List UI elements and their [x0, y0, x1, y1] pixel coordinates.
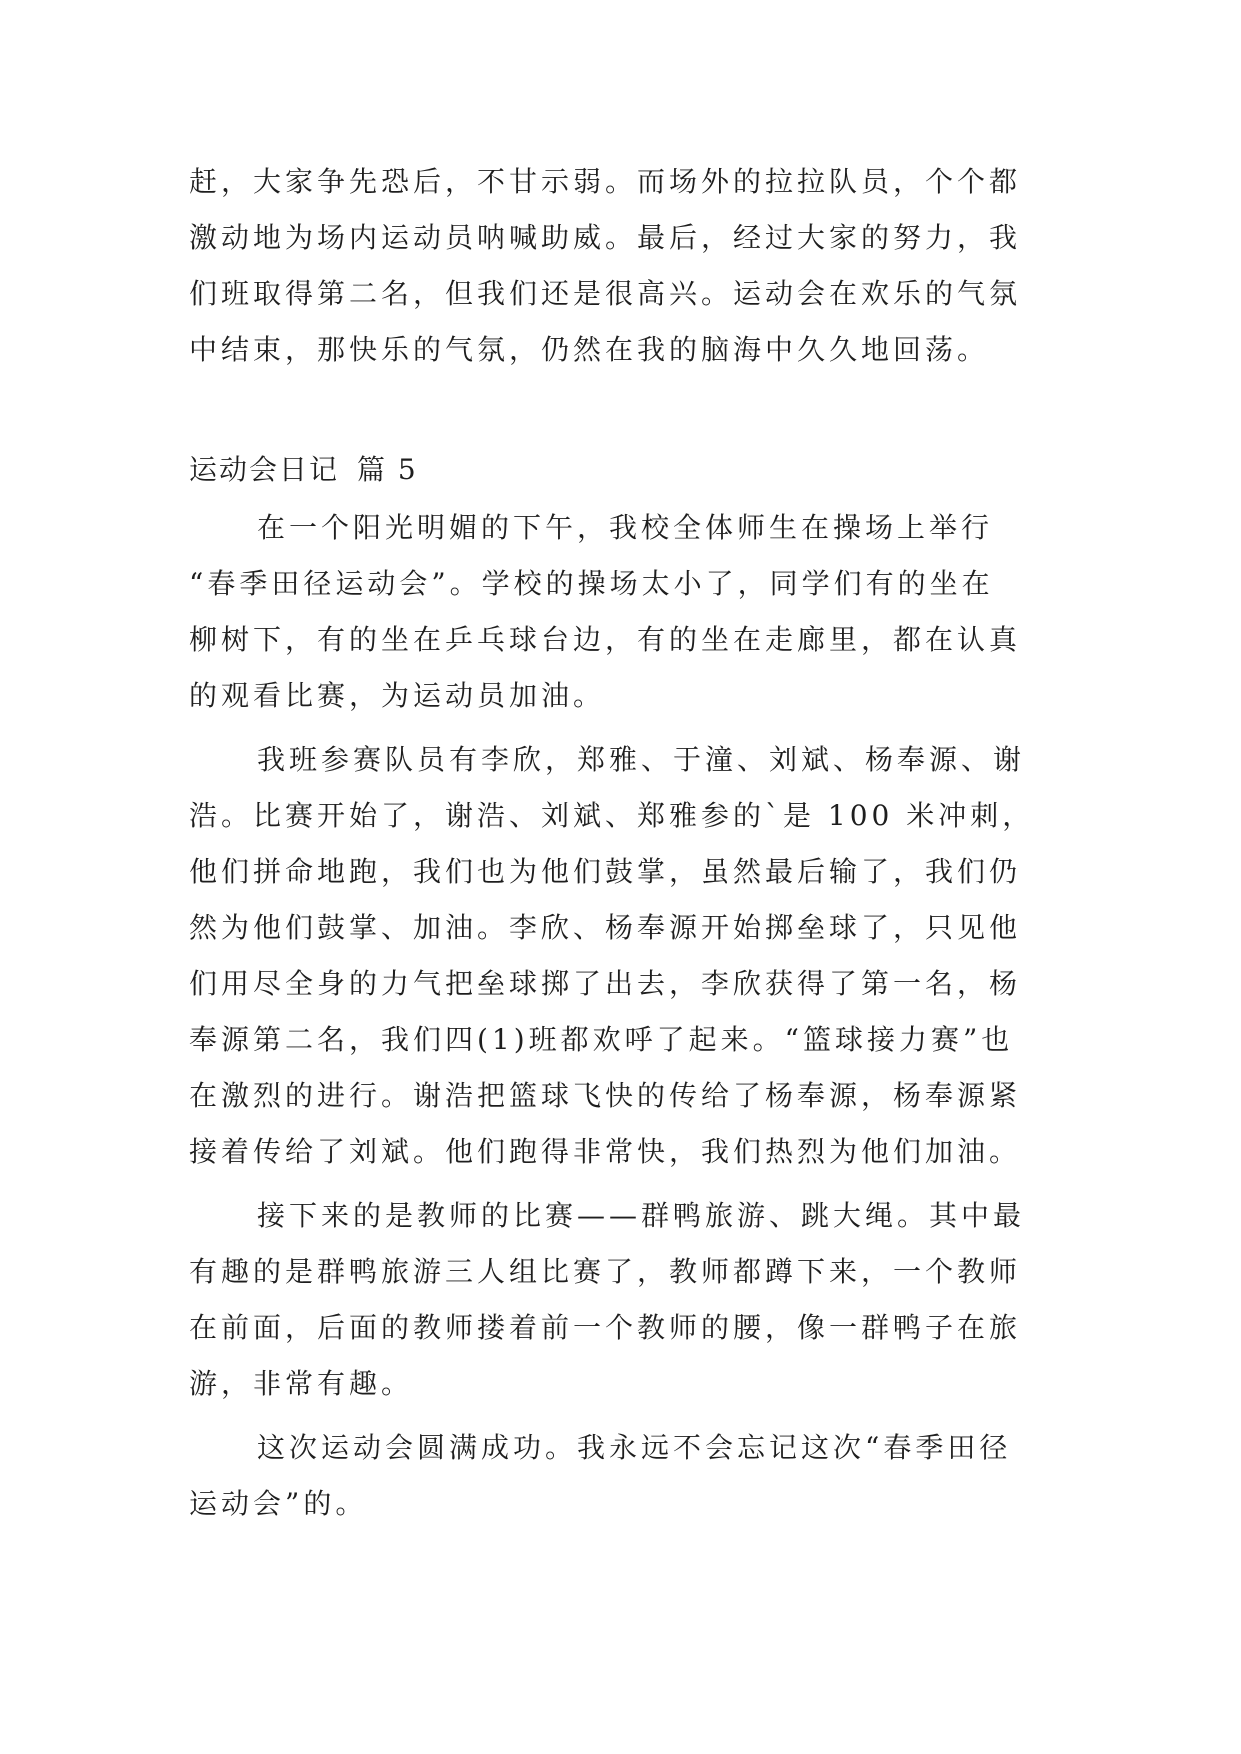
section-title: 运动会日记 — [189, 453, 340, 486]
text-line: 我班参赛队员有李欣，郑雅、于潼、刘斌、杨奉源、谢 — [257, 743, 1026, 776]
text-line: 们用尽全身的力气把垒球掷了出去，李欣获得了第一名，杨 — [189, 967, 1022, 1000]
section-heading — [189, 450, 1069, 490]
text-line: 他们拼命地跑，我们也为他们鼓掌，虽然最后输了，我们仍 — [189, 855, 1022, 888]
text-line: 运动会”的。 — [189, 1487, 368, 1520]
text-line: 有趣的是群鸭旅游三人组比赛了，教师都蹲下来，一个教师 — [189, 1255, 1022, 1288]
text-line: “春季田径运动会”。学校的操场太小了，同学们有的坐在 — [189, 567, 994, 600]
text-line: 这次运动会圆满成功。我永远不会忘记这次“春季田径 — [257, 1431, 1012, 1464]
text-line: 奉源第二名，我们四(1)班都欢呼了起来。“篮球接力赛”也 — [189, 1023, 1014, 1056]
text-line: 然为他们鼓掌、加油。李欣、杨奉源开始掷垒球了，只见他 — [189, 911, 1022, 944]
text-line: 柳树下，有的坐在乒乓球台边，有的坐在走廊里，都在认真 — [189, 623, 1022, 656]
text-line: 游，非常有趣。 — [189, 1367, 414, 1400]
text-line: 在激烈的进行。谢浩把篮球飞快的传给了杨奉源，杨奉源紧 — [189, 1079, 1022, 1112]
text-line: 在前面，后面的教师搂着前一个教师的腰，像一群鸭子在旅 — [189, 1311, 1022, 1344]
text-line: 接着传给了刘斌。他们跑得非常快，我们热烈为他们加油。 — [189, 1135, 1022, 1168]
text-line: 接下来的是教师的比赛——群鸭旅游、跳大绳。其中最 — [257, 1199, 1026, 1232]
text-line: 浩。比赛开始了，谢浩、刘斌、郑雅参的`是 100 米冲刺， — [189, 799, 1035, 832]
text-line: 们班取得第二名，但我们还是很高兴。运动会在欢乐的气氛 — [189, 277, 1022, 310]
text-line: 中结束，那快乐的气氛，仍然在我的脑海中久久地回荡。 — [189, 333, 990, 366]
text-line: 的观看比赛，为运动员加油。 — [189, 679, 606, 712]
text-line: 激动地为场内运动员呐喊助威。最后，经过大家的努力，我 — [189, 221, 1022, 254]
text-line: 赶，大家争先恐后，不甘示弱。而场外的拉拉队员，个个都 — [189, 165, 1022, 198]
section-number: 篇 5 — [357, 453, 418, 486]
text-line: 在一个阳光明媚的下午，我校全体师生在操场上举行 — [257, 511, 994, 544]
